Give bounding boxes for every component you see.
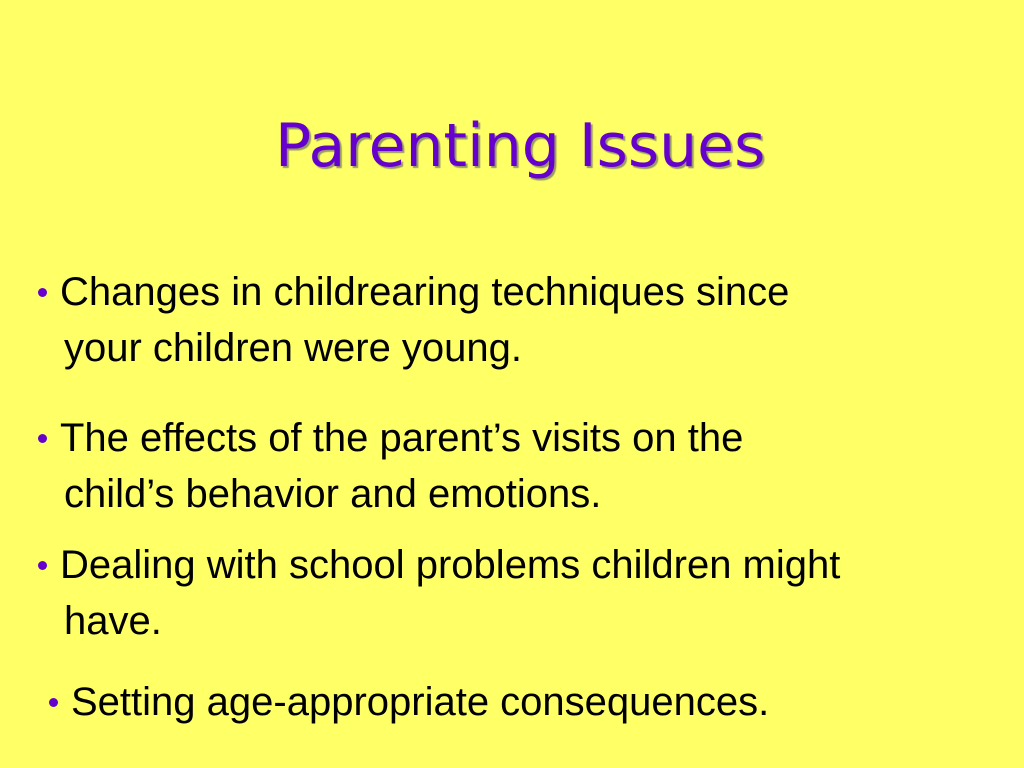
bullet-text-line: Dealing with school problems children might <box>60 543 841 587</box>
bullet-text-line: The effects of the parent’s visits on the <box>60 416 744 460</box>
bullet-text-line: have. <box>64 599 162 643</box>
bullet-text-line: Changes in childrearing techniques since <box>60 270 790 314</box>
bullet-dot-icon <box>38 434 47 443</box>
bullet-item <box>0 264 1000 376</box>
bullet-dot-icon <box>49 698 58 707</box>
bullet-text-line: Setting age-appropriate consequences. <box>71 680 770 724</box>
bullet-dot-icon <box>38 561 47 570</box>
bullet-dot-icon <box>38 288 47 297</box>
bullet-item <box>0 674 1000 730</box>
bullet-text-line: your children were young. <box>64 326 523 370</box>
slide-title: Parenting Issues <box>275 111 766 181</box>
bullet-item <box>0 410 1000 522</box>
bullet-text-line: child’s behavior and emotions. <box>64 472 602 516</box>
bullet-item <box>0 537 1000 649</box>
